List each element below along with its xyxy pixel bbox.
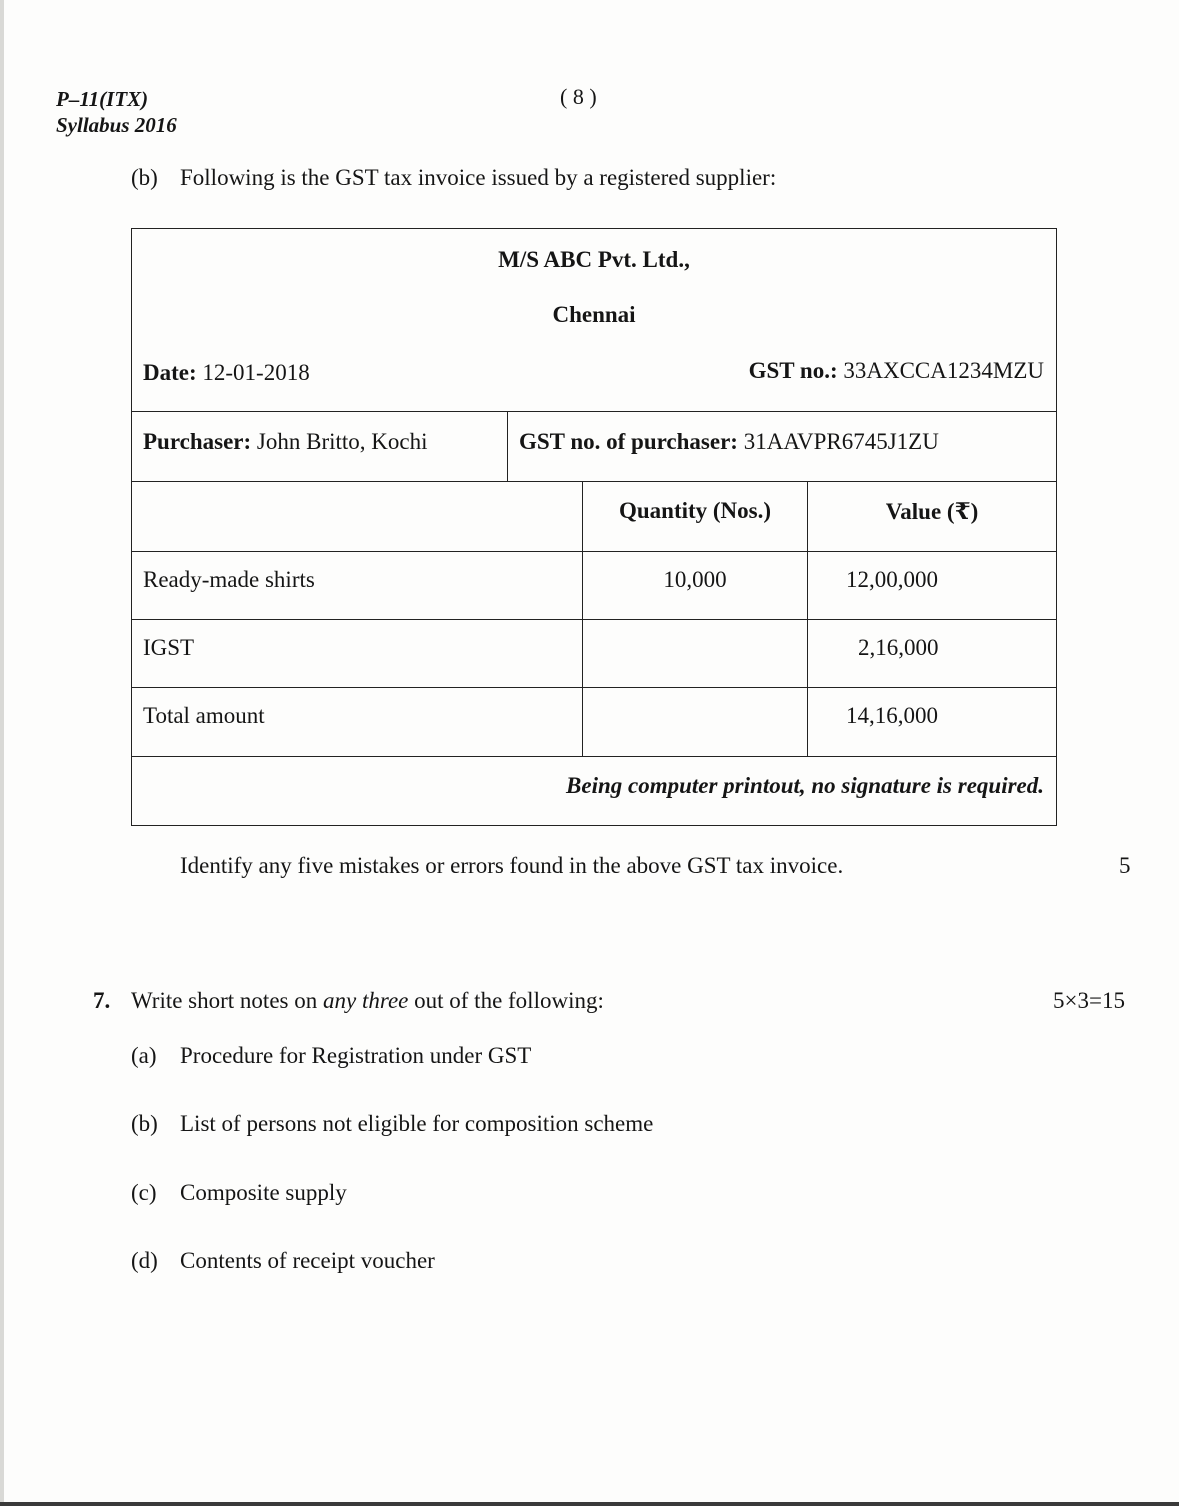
purchaser-gst <box>519 429 939 455</box>
row-item-shirts: Ready-made shirts <box>143 567 315 592</box>
question-7-item-b: List of persons not eligible for composition scheme <box>180 1111 654 1136</box>
invoice-divider-header <box>132 411 1056 412</box>
supplier-gst <box>749 358 1044 384</box>
question-b-label: (b) <box>131 165 158 190</box>
paper-code-block <box>56 86 177 138</box>
question-b-marks: 5 <box>1119 853 1131 878</box>
gst-label: GST no.: <box>748 358 838 383</box>
gst-invoice-table <box>131 228 1057 826</box>
date-label: Date: <box>143 360 197 385</box>
invoice-date <box>143 360 310 386</box>
question-7-text <box>131 988 604 1014</box>
question-7-item-d: Contents of receipt voucher <box>180 1248 435 1273</box>
row-value-igst: 2,16,000 <box>858 635 939 660</box>
purchaser <box>143 429 428 455</box>
invoice-footer-note: Being computer printout, no signature is required. <box>566 773 1044 798</box>
invoice-divider-columns <box>132 551 1056 552</box>
question-b-instruction: Identify any five mistakes or errors found in the above GST tax invoice. <box>180 853 844 878</box>
invoice-divider-row2 <box>132 687 1056 688</box>
question-7-marks: 5×3=15 <box>1053 988 1125 1013</box>
question-7-item-c: Composite supply <box>180 1180 347 1205</box>
gst-value: 33AXCCA1234MZU <box>843 358 1044 383</box>
invoice-purchaser-split <box>507 411 508 481</box>
question-7-text-before: Write short notes on <box>131 988 323 1013</box>
invoice-divider-row3 <box>132 756 1056 757</box>
row-item-total: Total amount <box>143 703 265 728</box>
purchaser-label: Purchaser: <box>143 429 252 454</box>
page-number: ( 8 ) <box>560 84 597 109</box>
row-quantity-shirts: 10,000 <box>663 567 727 592</box>
column-header-value: Value (₹) <box>885 499 979 524</box>
purchaser-gst-label: GST no. of purchaser: <box>519 429 738 454</box>
question-7-item-label-a: (a) <box>131 1043 157 1068</box>
invoice-divider-row1 <box>132 619 1056 620</box>
question-7-item-a: Procedure for Registration under GST <box>180 1043 532 1068</box>
date-value: 12-01-2018 <box>202 360 310 385</box>
row-item-igst: IGST <box>143 635 195 660</box>
paper-code: P–11(ITX) <box>56 87 149 111</box>
purchaser-value: John Britto, Kochi <box>256 429 428 454</box>
question-7-item-label-c: (c) <box>131 1180 157 1205</box>
page-left-edge-shadow <box>0 0 4 1506</box>
row-value-shirts: 12,00,000 <box>846 567 938 592</box>
purchaser-gst-value: 31AAVPR6745J1ZU <box>743 429 939 454</box>
supplier-name: M/S ABC Pvt. Ltd., <box>498 247 690 272</box>
question-7-text-after: out of the following: <box>408 988 604 1013</box>
question-7-emphasis: any three <box>323 988 409 1013</box>
question-7-item-label-d: (d) <box>131 1248 158 1273</box>
question-7-item-label-b: (b) <box>131 1111 158 1136</box>
row-value-total: 14,16,000 <box>846 703 938 728</box>
invoice-divider-purchaser <box>132 481 1056 482</box>
question-b-intro: Following is the GST tax invoice issued by a registered supplier: <box>180 165 777 190</box>
supplier-city: Chennai <box>552 302 636 327</box>
syllabus-year: Syllabus 2016 <box>56 113 177 137</box>
page-bottom-edge <box>0 1502 1179 1506</box>
question-7-number: 7. <box>93 988 111 1013</box>
column-header-quantity: Quantity (Nos.) <box>618 498 772 523</box>
